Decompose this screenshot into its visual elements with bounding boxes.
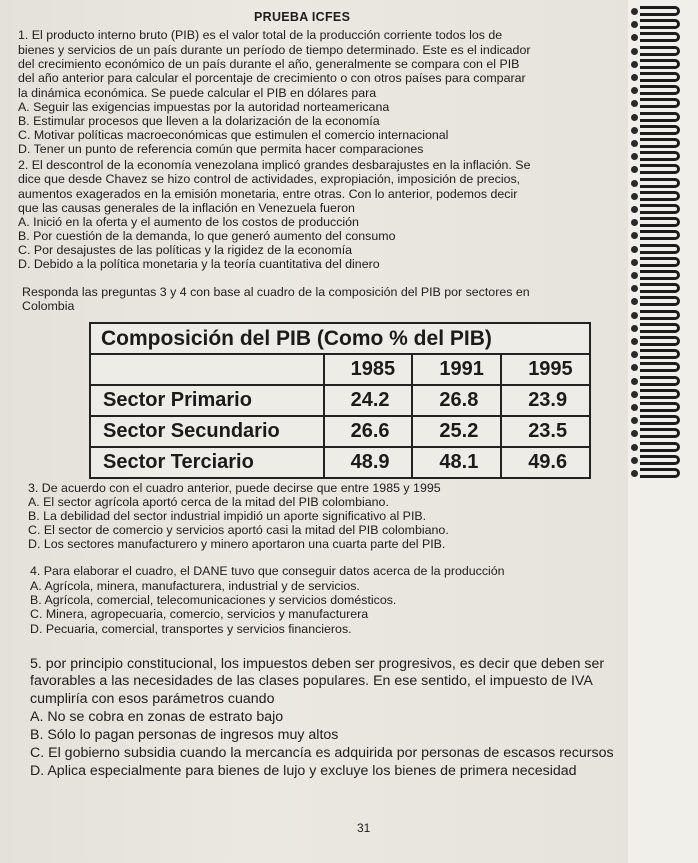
binding-hole bbox=[631, 127, 638, 134]
spiral-ring bbox=[640, 164, 680, 174]
q1-stem-line-2: bienes y servicios de un país durante un período de tiempo determinado. Este es el indicador bbox=[18, 43, 531, 57]
q2-option-c: C. Por desajustes de las políticas y la rigidez de la economía bbox=[18, 243, 353, 257]
spiral-ring bbox=[640, 46, 680, 56]
spiral-ring bbox=[640, 244, 680, 254]
table-intro-line-1: Responda las preguntas 3 y 4 con base al cuadro de la composición del PIB por sectores en bbox=[22, 285, 530, 299]
spiral-ring bbox=[640, 336, 680, 346]
spiral-ring bbox=[640, 455, 680, 465]
sector-secundario-label: Sector Secundario bbox=[90, 416, 324, 447]
q3-option-c: C. El sector de comercio y servicios aportó casi la mitad del PIB colombiano. bbox=[28, 523, 449, 537]
spiral-ring bbox=[640, 32, 680, 42]
q4-option-b: B. Agrícola, comercial, telecomunicaciones y servicios domésticos. bbox=[30, 593, 397, 607]
spiral-ring bbox=[640, 59, 680, 69]
binding-hole bbox=[631, 114, 638, 121]
spiral-ring bbox=[640, 270, 680, 280]
table-intro-line-2: Colombia bbox=[22, 299, 75, 313]
spiral-ring bbox=[640, 98, 680, 108]
spiral-ring bbox=[640, 151, 680, 161]
spiral-ring bbox=[640, 19, 680, 29]
q1-option-c: C. Motivar políticas macroeconómicas que estimulen el comercio internacional bbox=[18, 128, 449, 142]
spiral-ring bbox=[640, 349, 680, 359]
q5-option-a: A. No se cobra en zonas de estrato bajo bbox=[30, 709, 284, 725]
spiral-ring bbox=[640, 125, 680, 135]
q3-option-d: D. Los sectores manufacturero y minero aportaron una cuarta parte del PIB. bbox=[28, 537, 446, 551]
spiral-ring bbox=[640, 217, 680, 227]
q4-stem: 4. Para elaborar el cuadro, el DANE tuvo que conseguir datos acerca de la producción bbox=[30, 564, 505, 578]
table-corner-cell bbox=[90, 354, 324, 385]
primario-1995: 23.9 bbox=[501, 385, 590, 416]
binding-hole bbox=[631, 206, 638, 213]
page-title: PRUEBA ICFES bbox=[254, 10, 351, 24]
secundario-1995: 23.5 bbox=[501, 416, 590, 447]
q1-stem-line-1: 1. El producto interno bruto (PIB) es el valor total de la producción corriente todos los de bbox=[18, 28, 503, 42]
spiral-ring bbox=[640, 468, 680, 478]
q5-option-c: C. El gobierno subsidia cuando la mercancía es adquirida por personas de escasos recursos bbox=[30, 745, 614, 761]
spiral-ring bbox=[640, 402, 680, 412]
terciario-1991: 48.1 bbox=[412, 447, 501, 478]
binding-hole bbox=[631, 457, 638, 464]
primario-1985: 24.2 bbox=[324, 385, 413, 416]
spiral-ring bbox=[640, 204, 680, 214]
q3-option-a: A. El sector agrícola aportó cerca de la mitad del PIB colombiano. bbox=[28, 495, 389, 509]
q5-stem-line-3: cumpliría con esos parámetros cuando bbox=[30, 691, 275, 707]
spiral-ring bbox=[640, 376, 680, 386]
secundario-1985: 26.6 bbox=[324, 416, 413, 447]
binding-hole bbox=[631, 272, 638, 279]
page-number: 31 bbox=[357, 821, 371, 835]
q1-option-a: A. Seguir las exigencias impuestas por la autoridad norteamericana bbox=[18, 100, 390, 114]
spiral-ring bbox=[640, 389, 680, 399]
spiral-ring bbox=[640, 283, 680, 293]
spiral-ring bbox=[640, 362, 680, 372]
q5-option-d: D. Aplica especialmente para bienes de lujo y excluye los bienes de primera necesidad bbox=[30, 763, 577, 779]
year-header-1991: 1991 bbox=[412, 354, 501, 385]
sector-primario-label: Sector Primario bbox=[90, 385, 324, 416]
spiral-ring bbox=[640, 323, 680, 333]
q4-option-d: D. Pecuaria, comercial, transportes y servicios financieros. bbox=[30, 622, 352, 636]
binding-hole bbox=[631, 325, 638, 332]
spiral-ring bbox=[640, 428, 680, 438]
table-row bbox=[90, 385, 590, 416]
binding-hole bbox=[631, 391, 638, 398]
q2-stem-line-4: que las causas generales de la inflación en Venezuela fueron bbox=[18, 201, 355, 215]
q1-stem-line-4: del año anterior para calcular el porcentaje de crecimiento o con otros países para comparar bbox=[18, 71, 526, 85]
q4-option-a: A. Agrícola, minera, manufacturera, industrial y de servicios. bbox=[30, 579, 360, 593]
secundario-1991: 25.2 bbox=[412, 416, 501, 447]
spiral-ring bbox=[640, 415, 680, 425]
q4-option-c: C. Minera, agropecuaria, comercio, servicios y manufacturera bbox=[30, 607, 369, 621]
q3-option-b: B. La debilidad del sector industrial impidió un aporte significativo al PIB. bbox=[28, 509, 427, 523]
q2-option-b: B. Por cuestión de la demanda, lo que generó aumento del consumo bbox=[18, 229, 396, 243]
binding-hole bbox=[631, 259, 638, 266]
q1-stem-line-5: la dinámica económica. Se puede calcular el PIB en dólares para bbox=[18, 86, 377, 100]
binding-hole bbox=[631, 312, 638, 319]
spiral-ring bbox=[640, 112, 680, 122]
spiral-ring bbox=[640, 296, 680, 306]
spiral-ring bbox=[640, 310, 680, 320]
spiral-ring bbox=[640, 191, 680, 201]
q5-stem-line-1: 5. por principio constitucional, los impuestos deben ser progresivos, es decir que deben ser bbox=[30, 656, 605, 672]
q1-option-d: D. Tener un punto de referencia común que permita hacer comparaciones bbox=[18, 142, 424, 156]
table-row bbox=[90, 416, 590, 447]
spiral-ring bbox=[640, 178, 680, 188]
binding-hole bbox=[631, 193, 638, 200]
binding-hole bbox=[631, 470, 638, 477]
binding-hole bbox=[631, 74, 638, 81]
q5-option-b: B. Sólo lo pagan personas de ingresos muy altos bbox=[30, 727, 339, 743]
sector-terciario-label: Sector Terciario bbox=[90, 447, 324, 478]
binding-hole bbox=[631, 61, 638, 68]
binding-hole bbox=[631, 246, 638, 253]
q2-stem-line-1: 2. El descontrol de la economía venezolana implicó grandes desbarajustes en la inflación. Se bbox=[18, 158, 531, 172]
spiral-ring bbox=[640, 442, 680, 452]
binding-hole bbox=[631, 180, 638, 187]
q2-option-a: A. Inició en la oferta y el aumento de los costos de producción bbox=[18, 215, 359, 229]
primario-1991: 26.8 bbox=[412, 385, 501, 416]
binding-hole bbox=[631, 444, 638, 451]
pib-composition-table bbox=[89, 322, 591, 479]
table-row bbox=[90, 447, 590, 478]
binding-hole bbox=[631, 378, 638, 385]
q2-option-d: D. Debido a la política monetaria y la teoría cuantitativa del dinero bbox=[18, 257, 380, 271]
spiral-ring bbox=[640, 257, 680, 267]
terciario-1995: 49.6 bbox=[501, 447, 590, 478]
spiral-ring bbox=[640, 6, 680, 16]
q1-option-b: B. Estimular procesos que lleven a la dolarización de la economía bbox=[18, 114, 380, 128]
q3-stem: 3. De acuerdo con el cuadro anterior, puede decirse que entre 1985 y 1995 bbox=[28, 481, 441, 495]
table-year-row bbox=[90, 354, 590, 385]
year-header-1995: 1995 bbox=[501, 354, 590, 385]
spiral-ring bbox=[640, 138, 680, 148]
table-title-row bbox=[90, 323, 590, 354]
table-title: Composición del PIB (Como % del PIB) bbox=[90, 323, 590, 354]
spiral-ring bbox=[640, 85, 680, 95]
year-header-1985: 1985 bbox=[324, 354, 413, 385]
binding-hole bbox=[631, 48, 638, 55]
spiral-ring bbox=[640, 230, 680, 240]
binding-hole bbox=[631, 140, 638, 147]
terciario-1985: 48.9 bbox=[324, 447, 413, 478]
q1-stem-line-3: del crecimiento económico de un país durante el año, generalmente se compara con el PIB bbox=[18, 57, 520, 71]
q2-stem-line-2: dice que desde Chavez se hizo control de actividades, expropiación, imposición de precios, bbox=[18, 172, 521, 186]
q2-stem-line-3: aumentos exagerados en la emisión monetaria, entre otras. Con lo anterior, podemos decir bbox=[18, 187, 518, 201]
q5-stem-line-2: favorables a las necesidades de las clases populares. En ese sentido, el impuesto de IVA bbox=[30, 673, 593, 689]
spiral-ring bbox=[640, 72, 680, 82]
binding-hole bbox=[631, 8, 638, 15]
binding-hole bbox=[631, 338, 638, 345]
binding-hole bbox=[631, 404, 638, 411]
